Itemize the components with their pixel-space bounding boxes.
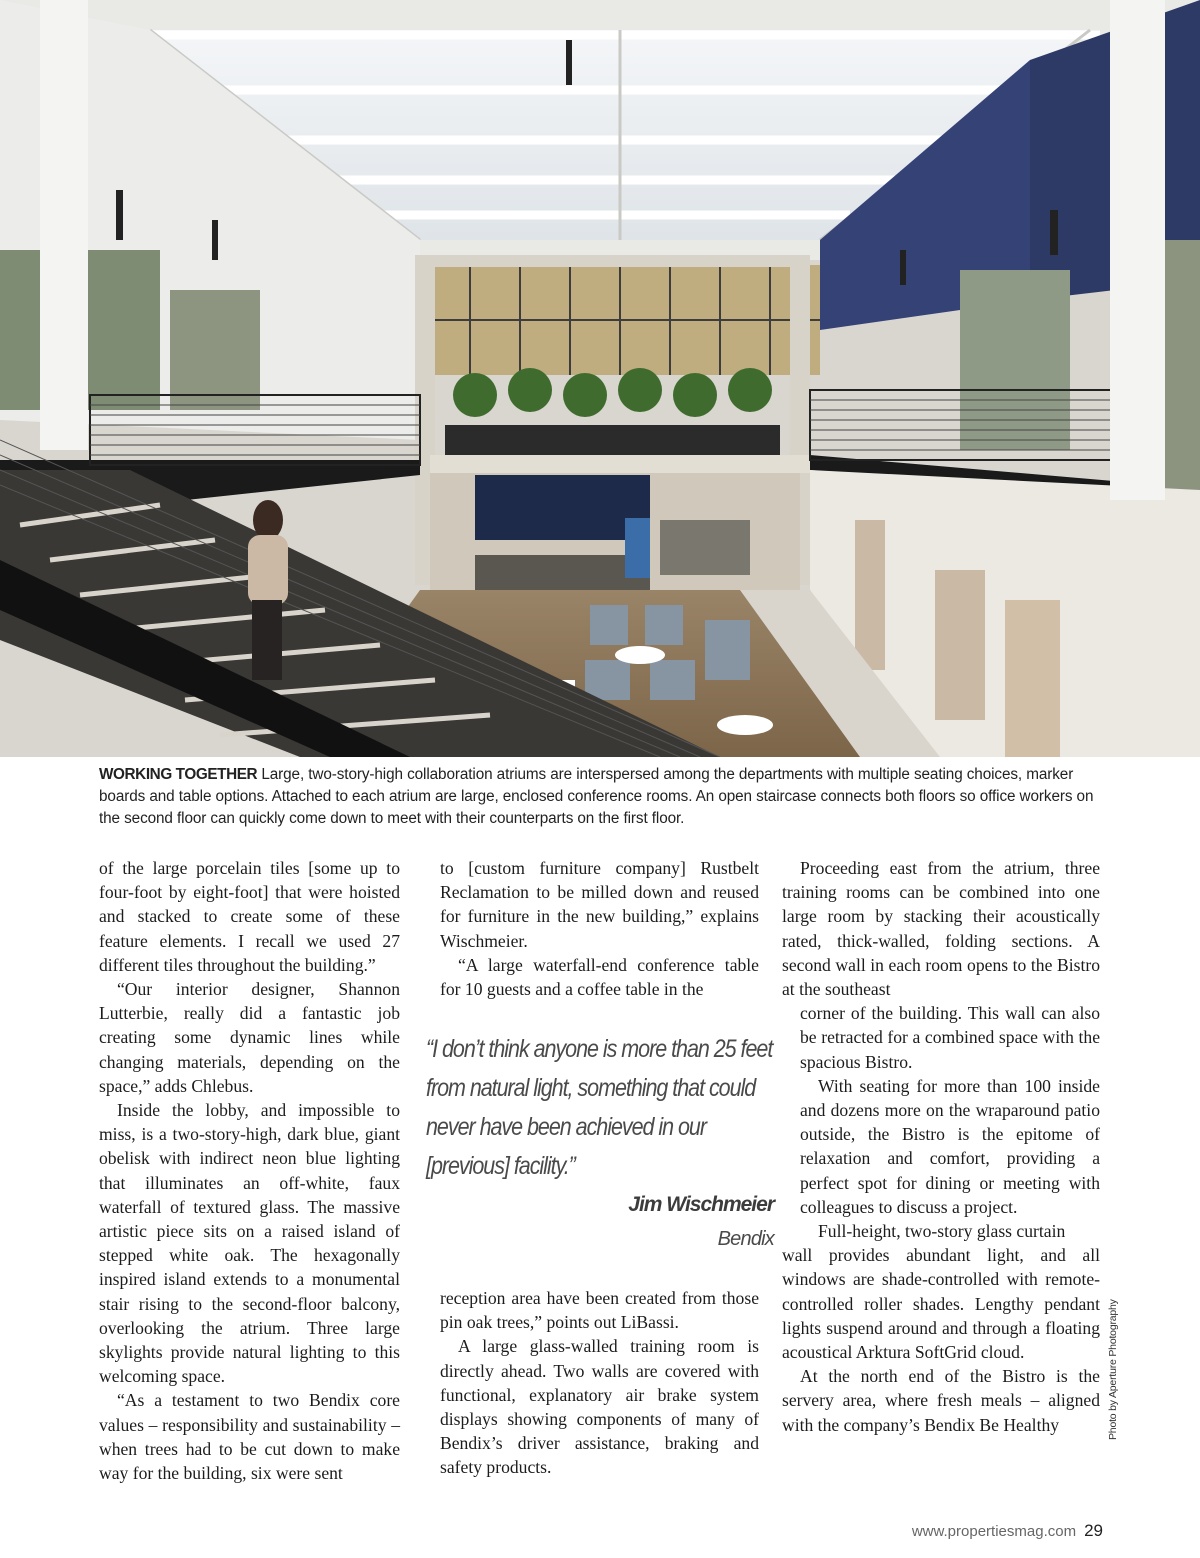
photo-caption — [99, 764, 1102, 830]
pull-quote-attribution-name: Jim Wischmeier — [628, 1193, 774, 1216]
caption-lead: WORKING TOGETHER — [99, 766, 258, 783]
body-column-3 — [782, 856, 1100, 1437]
paragraph: “As a testament to two Bendix core values – responsibility and sustainability – when trees had to be cut down to make way for the building, six were sent — [99, 1390, 400, 1484]
paragraph: A large glass-walled training room is directly ahead. Two walls are covered with functional, explanatory air brake system displays showing components of many of Bendix’s driver assistance, braking and safety products. — [440, 1336, 759, 1478]
body-column-2-top — [440, 856, 759, 1001]
paragraph: At the north end of the Bistro is the servery area, where fresh meals – aligned with the company’s Bendix Be Healthy — [782, 1366, 1100, 1435]
paragraph: “Our interior designer, Shannon Lutterbie, really did a fantastic job creating some dynamic lines while changing materials, depending on the space,” adds Chlebus. — [99, 979, 400, 1096]
paragraph: “A large waterfall-end conference table for 10 guests and a coffee table in the — [440, 954, 759, 1000]
footer-url[interactable]: www.propertiesmag.com — [911, 1523, 1077, 1540]
body-column-1 — [99, 856, 400, 1485]
page-number: 29 — [1084, 1521, 1103, 1540]
pull-quote-attribution-org: Bendix — [717, 1228, 774, 1250]
paragraph: to [custom furniture company] Rustbelt Reclamation to be milled down and reused for furniture in the new building,” explains Wischmeier. — [440, 858, 759, 951]
paragraph: corner of the building. This wall can also be retracted for a combined space with the spacious Bistro. — [800, 1003, 1100, 1072]
indented-text-block — [800, 1001, 1100, 1243]
paragraph: Inside the lobby, and impossible to miss, is a two-story-high, dark blue, giant obelisk with indirect neon blue lighting that illuminates an off-white, faux waterfall of textured glass. The massive artistic piece sits on a raised island of stepped white oak. The hexagonally inspired island extends to a monumental stair rising to the second-floor balcony, overlooking the atrium. Three large skylights provide natural lighting to this welcoming space. — [99, 1100, 400, 1387]
atrium-photo — [0, 0, 1200, 757]
photo-credit: Photo by Aperture Photography — [1107, 1299, 1119, 1440]
caption-text: Large, two-story-high collaboration atriums are interspersed among the departments with multiple seating choices, marker boards and table options. Attached to each atrium are large, enclosed conference rooms. An open staircase connects both floors so office workers on the second floor can quickly come down to meet with their counterparts on the first floor. — [99, 766, 1094, 827]
page-footer — [912, 1521, 1103, 1541]
pull-quote: “I don’t think anyone is more than 25 feet from natural light, something that could never have been achieved in our [previous] facility.” — [426, 1035, 773, 1180]
body-column-2-bottom — [440, 1286, 759, 1480]
paragraph: Proceeding east from the atrium, three training rooms can be combined into one large room by stacking their acoustically rated, thick-walled, folding sections. A second wall in each room opens to the Bistro at the southeast — [782, 858, 1100, 1000]
paragraph: Full-height, two-story glass curtain — [818, 1221, 1066, 1242]
paragraph: reception area have been created from those pin oak trees,” points out LiBassi. — [440, 1288, 759, 1333]
paragraph: of the large porcelain tiles [some up to four-foot by eight-foot] that were hoisted and stacked to create some of these feature elements. I recall we used 27 different tiles throughout the building.” — [99, 858, 400, 975]
paragraph: wall provides abundant light, and all windows are shade-controlled with remote-controlled roller shades. Lengthy pendant lights suspend around and through a floating acoustical Arktura SoftGrid cloud. — [782, 1245, 1100, 1363]
paragraph: With seating for more than 100 inside and dozens more on the wraparound patio outside, the Bistro is the epitome of relaxation and comfort, providing a perfect spot for dining or meeting with colleagues to discuss a project. — [800, 1075, 1100, 1217]
